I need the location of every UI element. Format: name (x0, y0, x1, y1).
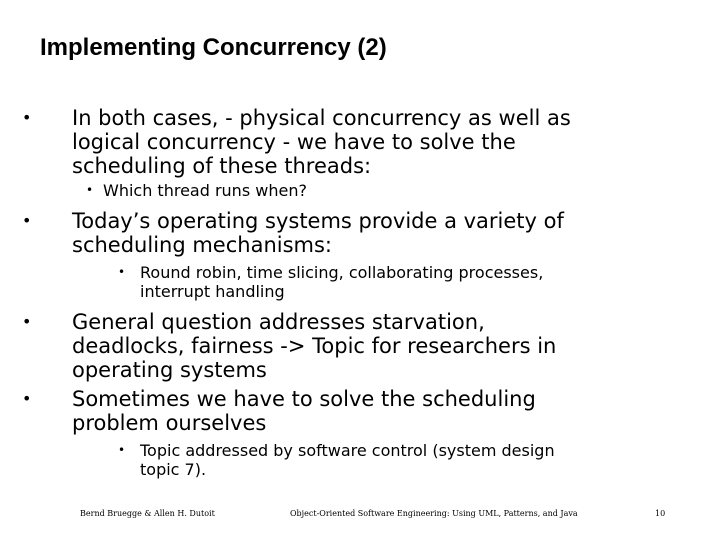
sub-bullet-text: Which thread runs when? (103, 181, 307, 200)
bullet-item (22, 209, 702, 257)
bullet-text: Today’s operating systems provide a variety of scheduling mechanisms: (72, 209, 564, 257)
footer-authors: Bernd Bruegge & Allen H. Dutoit (80, 509, 215, 518)
sub-bullet-item (86, 181, 686, 200)
bullet-text: Sometimes we have to solve the scheduling problem ourselves (72, 387, 536, 435)
bullet-icon: • (22, 389, 32, 408)
bullet-text: In both cases, - physical concurrency as well as logical concurrency - we have to solve the scheduling of these threads: (72, 106, 571, 178)
bullet-icon: • (22, 211, 32, 230)
bullet-icon: • (22, 312, 32, 331)
bullet-icon: • (118, 265, 126, 279)
footer-book-title: Object-Oriented Software Engineering: Using UML, Patterns, and Java (290, 509, 578, 518)
sub-bullet-text: Round robin, time slicing, collaborating processes, interrupt handling (140, 263, 544, 301)
bullet-item (22, 310, 702, 382)
bullet-icon: • (22, 108, 32, 127)
sub-bullet-text: Topic addressed by software control (system design topic 7). (140, 441, 555, 479)
sub-bullet-item (118, 263, 698, 301)
slide-title: Implementing Concurrency (2) (40, 34, 387, 61)
bullet-item (22, 106, 702, 178)
bullet-text: General question addresses starvation, deadlocks, fairness -> Topic for researchers in operating systems (72, 310, 557, 382)
bullet-icon: • (118, 443, 126, 457)
sub-bullet-item (118, 441, 708, 479)
bullet-icon: • (86, 183, 94, 197)
bullet-item (22, 387, 702, 435)
page-number: 10 (655, 509, 666, 518)
